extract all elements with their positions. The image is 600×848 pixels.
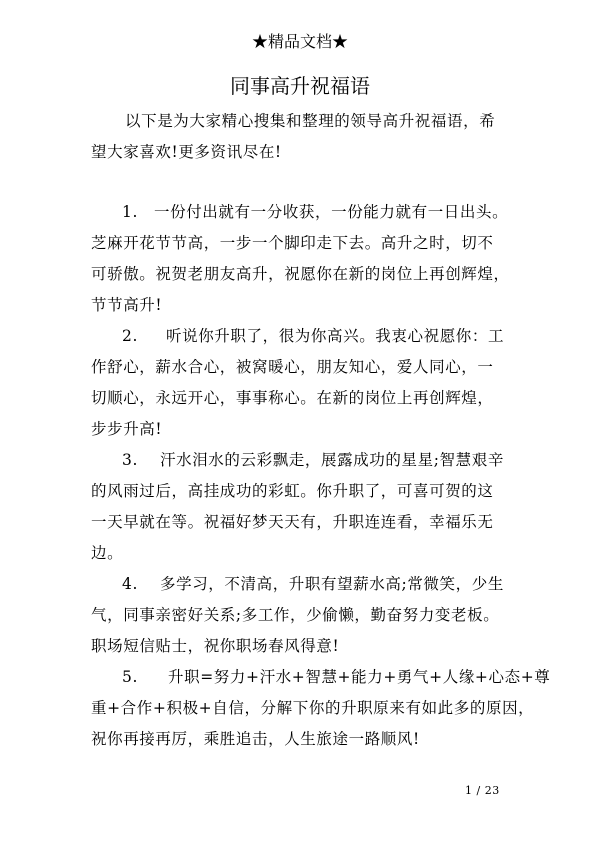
- list-item: [91, 445, 521, 569]
- item-number: 2.: [122, 327, 138, 345]
- item-text: 边。: [91, 544, 124, 562]
- document-header: ★精品文档★: [251, 32, 348, 51]
- intro-paragraph: [91, 106, 521, 168]
- item-text: 多学习，不清高，升职有望薪水高;常微笑，少生: [160, 575, 504, 593]
- page-title: 同事高升祝福语: [230, 74, 370, 98]
- item-text: 升职=努力+汗水+智慧+能力+勇气+人缘+心态+尊: [168, 668, 551, 686]
- item-number: 1.: [122, 203, 138, 221]
- item-text: 气，同事亲密好关系;多工作，少偷懒，勤奋努力变老板。: [91, 606, 500, 624]
- item-text: 祝你再接再厉，乘胜追击，人生旅途一路顺风!: [91, 730, 420, 748]
- item-text: 步步升高!: [91, 420, 163, 438]
- blessings-list: [91, 197, 551, 755]
- item-text: 一份付出就有一分收获，一份能力就有一日出头。: [154, 203, 509, 221]
- list-item: [91, 197, 521, 321]
- list-item: [91, 569, 521, 662]
- item-text: 节节高升!: [91, 296, 163, 314]
- item-text: 听说你升职了，很为你高兴。我衷心祝愿你：工: [166, 327, 505, 345]
- item-number: 3.: [122, 451, 138, 469]
- item-text: 切顺心，永远开心，事事称心。在新的岗位上再创辉煌，: [91, 389, 494, 407]
- list-item: [91, 662, 551, 755]
- item-text: 可骄傲。祝贺老朋友高升，祝愿你在新的岗位上再创辉煌，: [91, 265, 510, 283]
- intro-line: 以下是为大家精心搜集和整理的领导高升祝福语，希: [125, 112, 496, 130]
- item-number: 5.: [122, 668, 138, 686]
- item-number: 4.: [122, 575, 138, 593]
- item-text: 作舒心，薪水合心，被窝暖心，朋友知心，爱人同心，一: [91, 358, 494, 376]
- item-text: 一天早就在等。祝福好梦天天有，升职连连看，幸福乐无: [91, 513, 494, 531]
- item-text: 芝麻开花节节高，一步一个脚印走下去。高升之时，切不: [91, 234, 494, 252]
- page-number: 1 / 23: [465, 784, 500, 797]
- intro-line: 望大家喜欢!更多资讯尽在!: [91, 143, 282, 161]
- item-text: 的风雨过后，高挂成功的彩虹。你升职了，可喜可贺的这: [91, 482, 494, 500]
- item-text: 重+合作+积极+自信，分解下你的升职原来有如此多的原因，: [91, 699, 535, 717]
- list-item: [91, 321, 521, 445]
- item-text: 汗水泪水的云彩飘走，展露成功的星星;智慧艰辛: [160, 451, 504, 469]
- item-text: 职场短信贴士，祝你职场春风得意!: [91, 637, 340, 655]
